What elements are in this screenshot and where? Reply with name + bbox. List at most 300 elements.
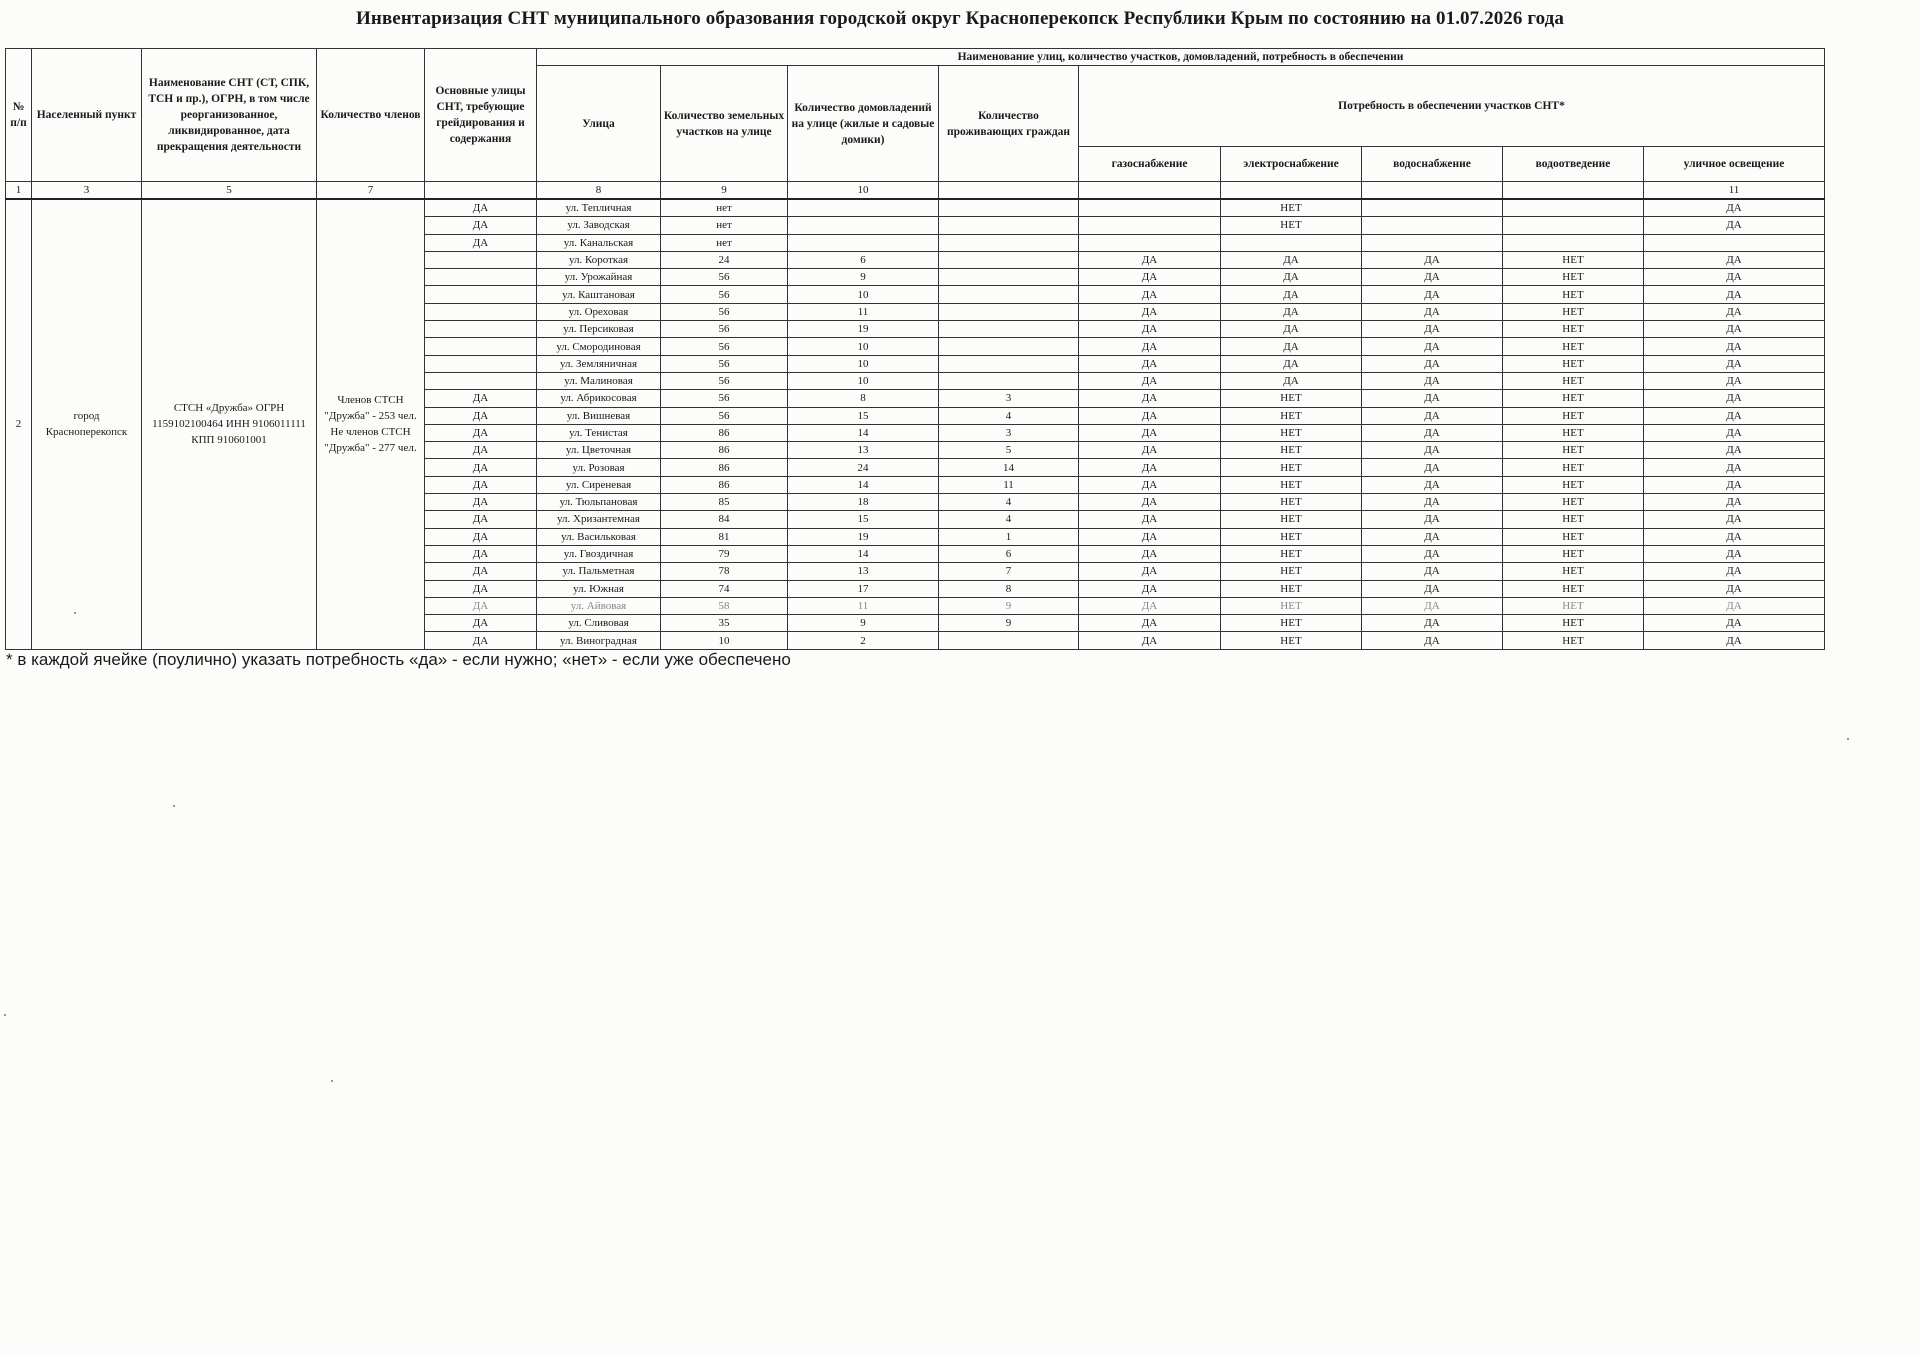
cell-water: ДА xyxy=(1362,269,1503,286)
cell-households: 14 xyxy=(788,476,939,493)
cell-main: ДА xyxy=(425,632,537,649)
scan-speck xyxy=(1847,738,1849,740)
cell-main xyxy=(425,269,537,286)
cell-electricity: НЕТ xyxy=(1221,511,1362,528)
cell-sewer xyxy=(1503,234,1644,251)
cell-street: ул. Земляничная xyxy=(537,355,661,372)
cell-electricity: ДА xyxy=(1221,251,1362,268)
cell-gas: ДА xyxy=(1079,303,1221,320)
cell-sewer: НЕТ xyxy=(1503,269,1644,286)
inventory-table xyxy=(5,48,1825,650)
cell-sewer: НЕТ xyxy=(1503,459,1644,476)
cell-plots: 81 xyxy=(661,528,788,545)
cell-residents: 14 xyxy=(939,459,1079,476)
cell-gas: ДА xyxy=(1079,407,1221,424)
scan-speck xyxy=(331,1080,333,1082)
cell-plots: 56 xyxy=(661,269,788,286)
cell-water: ДА xyxy=(1362,528,1503,545)
cell-households: 9 xyxy=(788,269,939,286)
column-number: 1 xyxy=(6,182,32,200)
cell-water: ДА xyxy=(1362,251,1503,268)
cell-main: ДА xyxy=(425,545,537,562)
cell-residents: 4 xyxy=(939,407,1079,424)
scan-speck xyxy=(74,612,76,614)
cell-gas: ДА xyxy=(1079,355,1221,372)
cell-households: 10 xyxy=(788,286,939,303)
column-number-row xyxy=(6,182,1825,200)
cell-households: 10 xyxy=(788,355,939,372)
column-number: 7 xyxy=(317,182,425,200)
cell-water: ДА xyxy=(1362,476,1503,493)
cell-gas: ДА xyxy=(1079,528,1221,545)
cell-households: 6 xyxy=(788,251,939,268)
header-gas: газоснабжение xyxy=(1079,147,1221,182)
cell-gas: ДА xyxy=(1079,442,1221,459)
cell-lighting: ДА xyxy=(1644,494,1825,511)
cell-street: ул. Виноградная xyxy=(537,632,661,649)
cell-gas: ДА xyxy=(1079,511,1221,528)
cell-main: ДА xyxy=(425,390,537,407)
cell-water: ДА xyxy=(1362,321,1503,338)
cell-electricity xyxy=(1221,234,1362,251)
cell-main xyxy=(425,286,537,303)
cell-lighting: ДА xyxy=(1644,597,1825,614)
cell-lighting: ДА xyxy=(1644,580,1825,597)
cell-plots: 86 xyxy=(661,459,788,476)
cell-sewer: НЕТ xyxy=(1503,338,1644,355)
cell-water: ДА xyxy=(1362,580,1503,597)
cell-water: ДА xyxy=(1362,338,1503,355)
cell-residents xyxy=(939,217,1079,234)
column-number: 5 xyxy=(142,182,317,200)
cell-sewer: НЕТ xyxy=(1503,424,1644,441)
cell-street: ул. Пальметная xyxy=(537,563,661,580)
cell-plots: 74 xyxy=(661,580,788,597)
cell-households: 15 xyxy=(788,511,939,528)
cell-residents xyxy=(939,355,1079,372)
scan-speck xyxy=(173,805,175,807)
header-num: № п/п xyxy=(6,49,32,182)
cell-electricity: НЕТ xyxy=(1221,580,1362,597)
cell-electricity: НЕТ xyxy=(1221,528,1362,545)
cell-sewer: НЕТ xyxy=(1503,528,1644,545)
cell-street: ул. Урожайная xyxy=(537,269,661,286)
cell-sewer xyxy=(1503,217,1644,234)
header-households: Количество домовладений на улице (жилые и садовые домики) xyxy=(788,66,939,182)
column-number xyxy=(1221,182,1362,200)
table-row xyxy=(6,199,1825,217)
cell-sewer: НЕТ xyxy=(1503,286,1644,303)
cell-residents xyxy=(939,251,1079,268)
cell-residents: 5 xyxy=(939,442,1079,459)
cell-sewer: НЕТ xyxy=(1503,476,1644,493)
cell-lighting: ДА xyxy=(1644,511,1825,528)
cell-sewer: НЕТ xyxy=(1503,442,1644,459)
cell-water: ДА xyxy=(1362,597,1503,614)
cell-sewer: НЕТ xyxy=(1503,494,1644,511)
cell-main: ДА xyxy=(425,615,537,632)
cell-main: ДА xyxy=(425,442,537,459)
cell-lighting: ДА xyxy=(1644,459,1825,476)
cell-households: 17 xyxy=(788,580,939,597)
cell-street: ул. Каштановая xyxy=(537,286,661,303)
cell-plots: 10 xyxy=(661,632,788,649)
cell-gas xyxy=(1079,234,1221,251)
cell-lighting: ДА xyxy=(1644,424,1825,441)
cell-electricity: НЕТ xyxy=(1221,545,1362,562)
column-number xyxy=(425,182,537,200)
header-sewer: водоотведение xyxy=(1503,147,1644,182)
cell-residents xyxy=(939,321,1079,338)
header-plots: Количество земельных участков на улице xyxy=(661,66,788,182)
cell-main: ДА xyxy=(425,407,537,424)
cell-residents xyxy=(939,632,1079,649)
cell-electricity: НЕТ xyxy=(1221,390,1362,407)
cell-electricity: НЕТ xyxy=(1221,615,1362,632)
cell-main xyxy=(425,303,537,320)
cell-electricity: ДА xyxy=(1221,303,1362,320)
cell-households: 18 xyxy=(788,494,939,511)
header-snt-name: Наименование СНТ (СТ, СПК, ТСН и пр.), ОГРН, в том числе реорганизованное, ликвидированное, дата прекращения деятельности xyxy=(142,49,317,182)
cell-plots: 84 xyxy=(661,511,788,528)
cell-gas: ДА xyxy=(1079,251,1221,268)
cell-street: ул. Ореховая xyxy=(537,303,661,320)
cell-water: ДА xyxy=(1362,390,1503,407)
column-number xyxy=(1503,182,1644,200)
cell-plots: нет xyxy=(661,217,788,234)
cell-households: 24 xyxy=(788,459,939,476)
cell-street: ул. Цветочная xyxy=(537,442,661,459)
cell-gas: ДА xyxy=(1079,372,1221,389)
header-main-streets: Основные улицы СНТ, требующие грейдирования и содержания xyxy=(425,49,537,182)
header-settlement: Населенный пункт xyxy=(32,49,142,182)
cell-lighting: ДА xyxy=(1644,303,1825,320)
cell-gas: ДА xyxy=(1079,390,1221,407)
cell-street: ул. Малиновая xyxy=(537,372,661,389)
cell-households: 2 xyxy=(788,632,939,649)
cell-electricity: НЕТ xyxy=(1221,199,1362,217)
cell-sewer: НЕТ xyxy=(1503,303,1644,320)
cell-street: ул. Васильковая xyxy=(537,528,661,545)
column-number xyxy=(1079,182,1221,200)
cell-plots: 56 xyxy=(661,390,788,407)
cell-gas: ДА xyxy=(1079,632,1221,649)
cell-water: ДА xyxy=(1362,442,1503,459)
cell-households: 11 xyxy=(788,303,939,320)
cell-plots: 56 xyxy=(661,407,788,424)
cell-households xyxy=(788,217,939,234)
cell-street: ул. Тюльпановая xyxy=(537,494,661,511)
cell-water: ДА xyxy=(1362,545,1503,562)
cell-lighting: ДА xyxy=(1644,476,1825,493)
cell-gas: ДА xyxy=(1079,459,1221,476)
cell-plots: 78 xyxy=(661,563,788,580)
cell-households: 19 xyxy=(788,528,939,545)
cell-plots: 24 xyxy=(661,251,788,268)
cell-lighting: ДА xyxy=(1644,563,1825,580)
cell-street: ул. Смородиновая xyxy=(537,338,661,355)
cell-sewer: НЕТ xyxy=(1503,580,1644,597)
cell-plots: нет xyxy=(661,199,788,217)
cell-lighting: ДА xyxy=(1644,545,1825,562)
cell-street: ул. Южная xyxy=(537,580,661,597)
header-needs-group: Потребность в обеспечении участков СНТ* xyxy=(1079,66,1825,147)
header-group: Наименование улиц, количество участков, домовладений, потребность в обеспечении xyxy=(537,49,1825,66)
cell-electricity: НЕТ xyxy=(1221,494,1362,511)
cell-lighting: ДА xyxy=(1644,615,1825,632)
cell-residents xyxy=(939,338,1079,355)
cell-lighting xyxy=(1644,234,1825,251)
cell-main: ДА xyxy=(425,199,537,217)
cell-street: ул. Тепличная xyxy=(537,199,661,217)
cell-main xyxy=(425,355,537,372)
cell-sewer: НЕТ xyxy=(1503,355,1644,372)
cell-water: ДА xyxy=(1362,424,1503,441)
footnote: * в каждой ячейке (поулично) указать потребность «да» - если нужно; «нет» - если уже обеспечено xyxy=(6,650,791,669)
column-number: 3 xyxy=(32,182,142,200)
cell-electricity: НЕТ xyxy=(1221,632,1362,649)
cell-main: ДА xyxy=(425,597,537,614)
cell-households: 13 xyxy=(788,442,939,459)
cell-main: ДА xyxy=(425,563,537,580)
cell-plots: нет xyxy=(661,234,788,251)
cell-main: ДА xyxy=(425,234,537,251)
cell-street: ул. Гвоздичная xyxy=(537,545,661,562)
cell-water: ДА xyxy=(1362,511,1503,528)
cell-water: ДА xyxy=(1362,372,1503,389)
cell-sewer: НЕТ xyxy=(1503,632,1644,649)
cell-lighting: ДА xyxy=(1644,390,1825,407)
cell-water xyxy=(1362,217,1503,234)
cell-households: 10 xyxy=(788,338,939,355)
cell-sewer: НЕТ xyxy=(1503,563,1644,580)
cell-residents xyxy=(939,286,1079,303)
cell-residents: 3 xyxy=(939,390,1079,407)
header-water: водоснабжение xyxy=(1362,147,1503,182)
cell-households: 11 xyxy=(788,597,939,614)
cell-plots: 56 xyxy=(661,321,788,338)
cell-sewer xyxy=(1503,199,1644,217)
column-number: 10 xyxy=(788,182,939,200)
header-street: Улица xyxy=(537,66,661,182)
cell-water: ДА xyxy=(1362,303,1503,320)
cell-sewer: НЕТ xyxy=(1503,251,1644,268)
cell-gas: ДА xyxy=(1079,494,1221,511)
cell-sewer: НЕТ xyxy=(1503,321,1644,338)
cell-electricity: ДА xyxy=(1221,338,1362,355)
column-number xyxy=(939,182,1079,200)
cell-street: ул. Тенистая xyxy=(537,424,661,441)
cell-electricity: ДА xyxy=(1221,372,1362,389)
cell-lighting: ДА xyxy=(1644,321,1825,338)
cell-gas xyxy=(1079,199,1221,217)
cell-lighting: ДА xyxy=(1644,286,1825,303)
cell-electricity: НЕТ xyxy=(1221,563,1362,580)
cell-households xyxy=(788,234,939,251)
cell-residents: 9 xyxy=(939,615,1079,632)
cell-plots: 85 xyxy=(661,494,788,511)
cell-main: ДА xyxy=(425,217,537,234)
cell-electricity: НЕТ xyxy=(1221,217,1362,234)
cell-residents: 9 xyxy=(939,597,1079,614)
cell-street: ул. Сиреневая xyxy=(537,476,661,493)
cell-residents: 7 xyxy=(939,563,1079,580)
cell-households: 13 xyxy=(788,563,939,580)
cell-water: ДА xyxy=(1362,494,1503,511)
table-header xyxy=(6,49,1825,182)
cell-main: ДА xyxy=(425,424,537,441)
header-members: Количество членов xyxy=(317,49,425,182)
cell-water: ДА xyxy=(1362,286,1503,303)
cell-electricity: НЕТ xyxy=(1221,442,1362,459)
entry-snt-name: СТСН «Дружба» ОГРН 1159102100464 ИНН 9106011111 КПП 910601001 xyxy=(142,199,317,649)
cell-main xyxy=(425,372,537,389)
column-number: 11 xyxy=(1644,182,1825,200)
cell-sewer: НЕТ xyxy=(1503,615,1644,632)
cell-sewer: НЕТ xyxy=(1503,372,1644,389)
cell-lighting: ДА xyxy=(1644,528,1825,545)
cell-plots: 56 xyxy=(661,286,788,303)
column-number xyxy=(1362,182,1503,200)
cell-lighting: ДА xyxy=(1644,338,1825,355)
cell-lighting: ДА xyxy=(1644,407,1825,424)
cell-households: 15 xyxy=(788,407,939,424)
cell-residents: 1 xyxy=(939,528,1079,545)
cell-plots: 86 xyxy=(661,476,788,493)
cell-households: 10 xyxy=(788,372,939,389)
cell-households: 19 xyxy=(788,321,939,338)
cell-main xyxy=(425,338,537,355)
cell-street: ул. Заводская xyxy=(537,217,661,234)
cell-residents xyxy=(939,372,1079,389)
cell-electricity: НЕТ xyxy=(1221,597,1362,614)
cell-plots: 56 xyxy=(661,372,788,389)
cell-households: 8 xyxy=(788,390,939,407)
cell-street: ул. Хризантемная xyxy=(537,511,661,528)
cell-street: ул. Короткая xyxy=(537,251,661,268)
header-lighting: уличное освещение xyxy=(1644,147,1825,182)
cell-residents: 3 xyxy=(939,424,1079,441)
cell-gas: ДА xyxy=(1079,286,1221,303)
cell-residents: 8 xyxy=(939,580,1079,597)
cell-street: ул. Сливовая xyxy=(537,615,661,632)
cell-gas: ДА xyxy=(1079,476,1221,493)
cell-gas: ДА xyxy=(1079,580,1221,597)
cell-residents xyxy=(939,303,1079,320)
cell-electricity: НЕТ xyxy=(1221,424,1362,441)
cell-residents: 6 xyxy=(939,545,1079,562)
cell-main: ДА xyxy=(425,494,537,511)
cell-main: ДА xyxy=(425,528,537,545)
cell-main: ДА xyxy=(425,476,537,493)
table-body xyxy=(6,199,1825,649)
cell-lighting: ДА xyxy=(1644,269,1825,286)
cell-residents xyxy=(939,199,1079,217)
column-number: 9 xyxy=(661,182,788,200)
cell-gas: ДА xyxy=(1079,269,1221,286)
cell-households: 9 xyxy=(788,615,939,632)
cell-gas: ДА xyxy=(1079,321,1221,338)
cell-households: 14 xyxy=(788,424,939,441)
cell-water: ДА xyxy=(1362,407,1503,424)
cell-plots: 35 xyxy=(661,615,788,632)
cell-main xyxy=(425,251,537,268)
entry-settlement: город Красноперекопск xyxy=(32,199,142,649)
cell-residents xyxy=(939,269,1079,286)
cell-households: 14 xyxy=(788,545,939,562)
cell-plots: 86 xyxy=(661,424,788,441)
cell-sewer: НЕТ xyxy=(1503,511,1644,528)
cell-electricity: НЕТ xyxy=(1221,407,1362,424)
cell-water: ДА xyxy=(1362,355,1503,372)
scan-speck xyxy=(4,1014,6,1016)
cell-water: ДА xyxy=(1362,615,1503,632)
cell-street: ул. Абрикосовая xyxy=(537,390,661,407)
cell-sewer: НЕТ xyxy=(1503,407,1644,424)
cell-lighting: ДА xyxy=(1644,199,1825,217)
cell-main: ДА xyxy=(425,511,537,528)
header-residents: Количество проживающих граждан xyxy=(939,66,1079,182)
document-title: Инвентаризация СНТ муниципального образования городской округ Красноперекопск Республики Крым по состоянию на 01.07.2026 года xyxy=(356,8,1564,29)
cell-sewer: НЕТ xyxy=(1503,390,1644,407)
cell-electricity: НЕТ xyxy=(1221,459,1362,476)
cell-sewer: НЕТ xyxy=(1503,545,1644,562)
cell-gas xyxy=(1079,217,1221,234)
cell-electricity: ДА xyxy=(1221,286,1362,303)
cell-main: ДА xyxy=(425,459,537,476)
cell-water: ДА xyxy=(1362,632,1503,649)
cell-plots: 58 xyxy=(661,597,788,614)
cell-residents xyxy=(939,234,1079,251)
column-numbers xyxy=(6,182,1825,200)
cell-lighting: ДА xyxy=(1644,442,1825,459)
cell-gas: ДА xyxy=(1079,563,1221,580)
cell-sewer: НЕТ xyxy=(1503,597,1644,614)
cell-main xyxy=(425,321,537,338)
cell-main: ДА xyxy=(425,580,537,597)
entry-number: 2 xyxy=(6,199,32,649)
cell-gas: ДА xyxy=(1079,615,1221,632)
cell-street: ул. Канальская xyxy=(537,234,661,251)
cell-gas: ДА xyxy=(1079,424,1221,441)
cell-plots: 56 xyxy=(661,338,788,355)
cell-electricity: ДА xyxy=(1221,355,1362,372)
cell-water: ДА xyxy=(1362,563,1503,580)
cell-residents: 11 xyxy=(939,476,1079,493)
cell-water xyxy=(1362,234,1503,251)
cell-plots: 56 xyxy=(661,355,788,372)
cell-gas: ДА xyxy=(1079,545,1221,562)
cell-water: ДА xyxy=(1362,459,1503,476)
cell-plots: 56 xyxy=(661,303,788,320)
cell-electricity: ДА xyxy=(1221,269,1362,286)
cell-street: ул. Розовая xyxy=(537,459,661,476)
cell-plots: 86 xyxy=(661,442,788,459)
cell-gas: ДА xyxy=(1079,597,1221,614)
header-electricity: электроснабжение xyxy=(1221,147,1362,182)
cell-residents: 4 xyxy=(939,511,1079,528)
cell-gas: ДА xyxy=(1079,338,1221,355)
cell-street: ул. Вишневая xyxy=(537,407,661,424)
cell-households xyxy=(788,199,939,217)
cell-lighting: ДА xyxy=(1644,355,1825,372)
entry-members: Членов СТСН "Дружба" - 253 чел. Не членов СТСН "Дружба" - 277 чел. xyxy=(317,199,425,649)
column-number: 8 xyxy=(537,182,661,200)
cell-lighting: ДА xyxy=(1644,251,1825,268)
cell-street: ул. Айвовая xyxy=(537,597,661,614)
cell-electricity: ДА xyxy=(1221,321,1362,338)
cell-residents: 4 xyxy=(939,494,1079,511)
